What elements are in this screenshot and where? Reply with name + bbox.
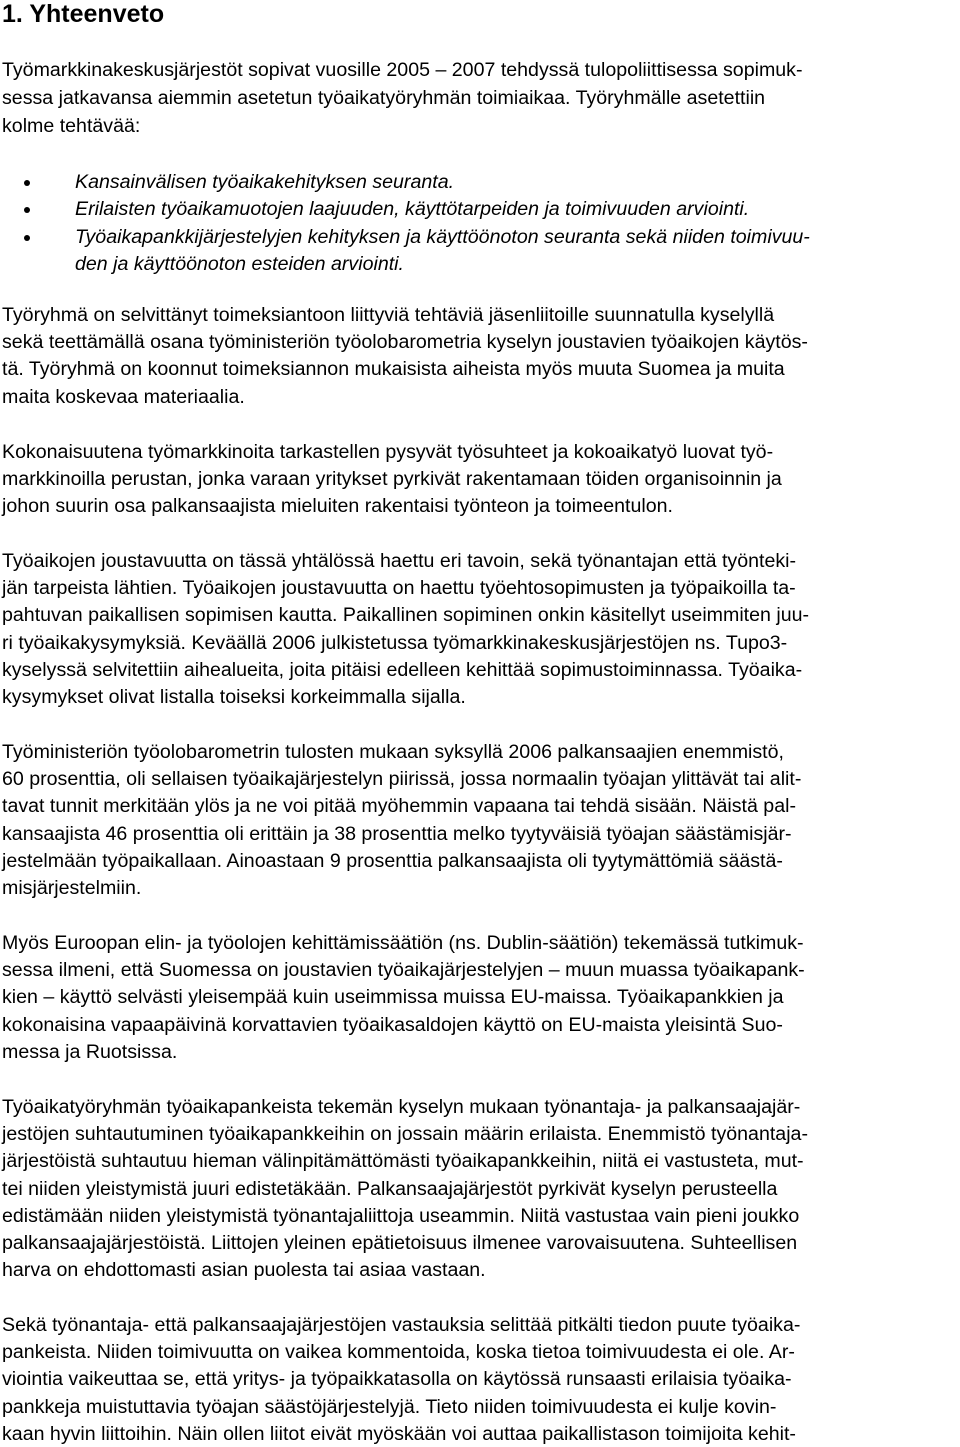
paragraph-line: jän tarpeista lähtien. Työaikojen joustavuutta on haettu työehtosopimusten ja työpaikoilla ta- [2, 577, 796, 599]
bullet-icon [24, 180, 30, 186]
paragraph-line: kaan hyvin liittoihin. Näin ollen liitot eivät myöskään voi auttaa paikallistason toimijoita kehit- [2, 1423, 796, 1445]
list-item-text: Työaikapankkijärjestelyjen kehityksen ja käyttöönoton seuranta sekä niiden toimivuu- [75, 226, 810, 248]
list-item-text: Kansainvälisen työaikakehityksen seuranta. [75, 171, 455, 193]
paragraph-line: markkinoilla perustan, jonka varaan yritykset pyrkivät rakentamaan töiden organisoinnin ja [2, 468, 782, 490]
paragraph-line: Työministeriön työolobarometrin tulosten mukaan syksyllä 2006 palkansaajien enemmistö, [2, 741, 784, 763]
paragraph-line: misjärjestelmiin. [2, 877, 142, 899]
paragraph-line: kolme tehtävää: [2, 115, 141, 137]
bullet-icon [24, 207, 30, 213]
paragraph-line: kysymykset olivat listalla toiseksi korkeimmalla sijalla. [2, 686, 466, 708]
paragraph-line: pankkeja muistuttavia työajan säästöjärjestelyjä. Tieto niiden toimivuudesta ei kulje kovin- [2, 1396, 777, 1418]
paragraph-line: kokonaisina vapaapäivinä korvattavien työaikasaldojen käyttö on EU-maista yleisintä Suo- [2, 1014, 783, 1036]
list-item-text: Erilaisten työaikamuotojen laajuuden, käyttötarpeiden ja toimivuuden arviointi. [75, 198, 750, 220]
paragraph-line: viointia vaikeuttaa se, että yritys- ja työpaikkatasolla on käytössä runsaasti erilaisia työaika- [2, 1368, 792, 1390]
section-heading: 1. Yhteenveto [2, 0, 165, 28]
paragraph-line: ri työaikakysymyksiä. Keväällä 2006 julkistetussa työmarkkinakeskusjärjestöjen ns. Tupo3- [2, 632, 788, 654]
paragraph-line: pankeista. Niiden toimivuutta on vaikea kommentoida, koska tietoa toimivuudesta ei ole. Ar- [2, 1341, 795, 1363]
bullet-icon [24, 235, 30, 241]
paragraph-line: Kokonaisuutena työmarkkinoita tarkastellen pysyvät työsuhteet ja kokoaikatyö luovat työ- [2, 441, 774, 463]
paragraph-line: sessa jatkavansa aiemmin asetetun työaikatyöryhmän toimiaikaa. Työryhmälle asetettiin [2, 87, 766, 109]
paragraph-line: tä. Työryhmä on koonnut toimeksiannon mukaisista aiheista myös muuta Suomea ja muita [2, 358, 785, 380]
paragraph-line: jestöjen suhtautuminen työaikapankkeihin on jossain määrin erilaista. Enemmistö työnantaja- [2, 1123, 808, 1145]
paragraph-line: sessa ilmeni, että Suomessa on joustavien työaikajärjestelyjen – muun muassa työaikapank- [2, 959, 805, 981]
paragraph-line: sekä teettämällä osana työministeriön työolobarometria kyselyn joustavien työaikojen käytös- [2, 331, 808, 353]
paragraph-line: harva on ehdottomasti asian puolesta tai asiaa vastaan. [2, 1259, 486, 1281]
paragraph-line: kyselyssä selvitettiin aihealueita, joita pitäisi edelleen kehittää sopimustoiminnassa. Työaika- [2, 659, 803, 681]
list-item-text: den ja käyttöönoton esteiden arviointi. [75, 253, 404, 275]
paragraph-line: jestelmään työpaikallaan. Ainoastaan 9 prosenttia palkansaajista oli tyytymättömiä säästä- [2, 850, 783, 872]
paragraph-line: pahtuvan paikallisen sopimisen kautta. Paikallinen sopiminen onkin käsitellyt useimmiten juu- [2, 604, 810, 626]
paragraph-line: Työmarkkinakeskusjärjestöt sopivat vuosille 2005 – 2007 tehdyssä tulopoliittisessa sopimuk- [2, 59, 803, 81]
paragraph-line: palkansaajajärjestöistä. Liittojen yleinen epätietoisuus ilmenee varovaisuutena. Suhteellisen [2, 1232, 798, 1254]
paragraph-line: Sekä työnantaja- että palkansaajajärjestöjen vastauksia selittää pitkälti tiedon puute työaika- [2, 1314, 801, 1336]
paragraph-line: kien – käyttö selvästi yleisempää kuin useimmissa muissa EU-maissa. Työaikapankkien ja [2, 986, 784, 1008]
paragraph-line: Myös Euroopan elin- ja työolojen kehittämissäätiön (ns. Dublin-säätiön) tekemässä tutkimuk- [2, 932, 804, 954]
paragraph-line: järjestöistä suhtautuu hieman välinpitämättömästi työaikapankkeihin, niitä ei vastusteta, mut- [2, 1150, 804, 1172]
paragraph-line: tavat tunnit merkitään ylös ja ne voi pitää myöhemmin vapaana tai tehdä sisään. Näistä pal- [2, 795, 796, 817]
paragraph-line: messa ja Ruotsissa. [2, 1041, 178, 1063]
paragraph-line: edistämään niiden yleistymistä työnantajaliittoja useammin. Niitä vastustaa vain pieni joukko [2, 1205, 800, 1227]
paragraph-line: Työaikojen joustavuutta on tässä yhtälössä haettu eri tavoin, sekä työnantajan että työnteki- [2, 550, 797, 572]
paragraph-line: kansaajista 46 prosenttia oli erittäin ja 38 prosenttia melko tyytyväisiä työajan säästämisjär- [2, 823, 792, 845]
paragraph-line: tei niiden yleistymistä juuri edistetäkään. Palkansaajajärjestöt pyrkivät kyselyn perusteella [2, 1178, 778, 1200]
paragraph-line: maita koskevaa materiaalia. [2, 386, 245, 408]
paragraph-line: Työaikatyöryhmän työaikapankeista tekemän kyselyn mukaan työnantaja- ja palkansaajajär- [2, 1096, 801, 1118]
paragraph-line: johon suurin osa palkansaajista mieluiten rakentaisi työnteon ja toimeentulon. [2, 495, 673, 517]
paragraph-line: 60 prosenttia, oli sellaisen työaikajärjestelyn piirissä, jossa normaalin työajan ylittävät tai alit- [2, 768, 802, 790]
paragraph-line: Työryhmä on selvittänyt toimeksiantoon liittyviä tehtäviä jäsenliitoille suunnatulla kyselyllä [2, 304, 775, 326]
